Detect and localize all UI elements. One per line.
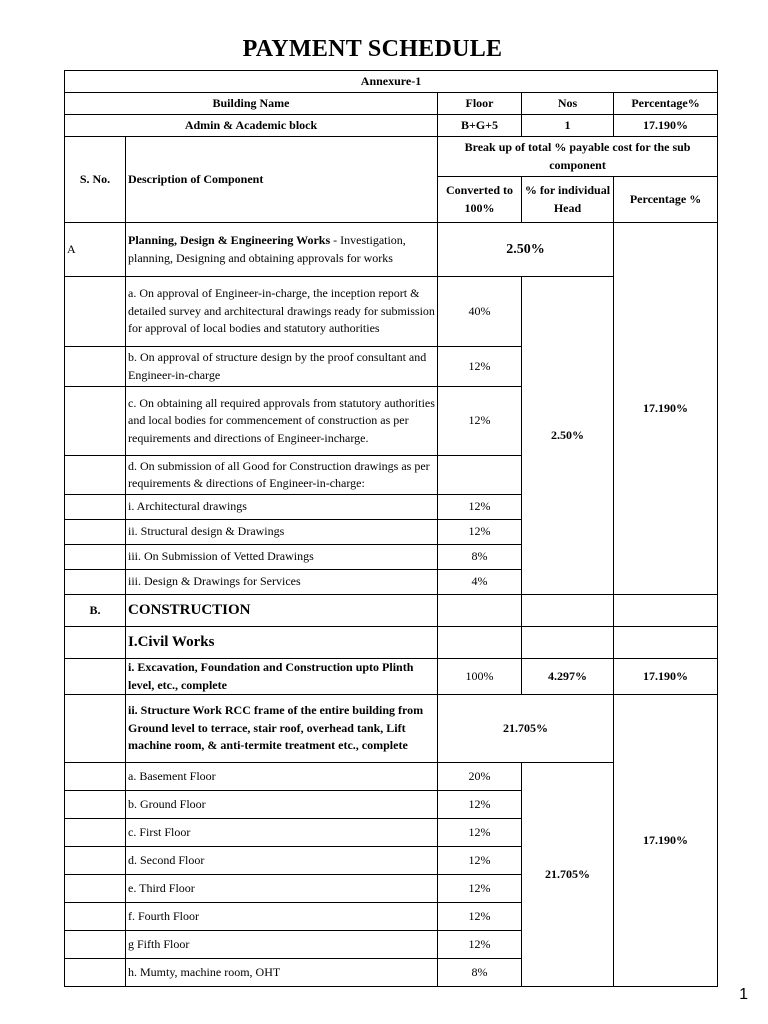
floor-desc: d. Second Floor bbox=[126, 847, 438, 875]
empty-cell bbox=[522, 595, 614, 627]
section-b-title: CONSTRUCTION bbox=[126, 595, 438, 627]
item-converted: 12% bbox=[438, 347, 522, 387]
floor-desc: g Fifth Floor bbox=[126, 931, 438, 959]
page-title: PAYMENT SCHEDULE bbox=[242, 36, 503, 62]
empty-cell bbox=[438, 595, 522, 627]
empty-cell bbox=[522, 627, 614, 659]
excavation-individual: 4.297% bbox=[522, 659, 614, 695]
page-number: 1 bbox=[739, 986, 748, 1003]
section-a-percentage: 17.190% bbox=[614, 223, 718, 595]
structure-individual: 21.705% bbox=[522, 763, 614, 987]
item-desc: b. On approval of structure design by the proof consultant and Engineer-in-charge bbox=[126, 347, 438, 387]
sno-cell bbox=[65, 387, 126, 456]
sno-cell bbox=[65, 763, 126, 791]
building-floor: B+G+5 bbox=[438, 115, 522, 137]
sno-header: S. No. bbox=[65, 137, 126, 223]
floor-converted: 12% bbox=[438, 791, 522, 819]
excavation-percentage: 17.190% bbox=[614, 659, 718, 695]
sno-cell bbox=[65, 903, 126, 931]
floor-desc: e. Third Floor bbox=[126, 875, 438, 903]
item-desc: i. Architectural drawings bbox=[126, 495, 438, 520]
item-converted bbox=[438, 456, 522, 495]
nos-header: Nos bbox=[522, 93, 614, 115]
floor-header: Floor bbox=[438, 93, 522, 115]
item-converted: 12% bbox=[438, 520, 522, 545]
percentage-col-header: Percentage % bbox=[614, 177, 718, 223]
converted-header: Converted to 100% bbox=[438, 177, 522, 223]
sno-cell bbox=[65, 791, 126, 819]
section-b-row bbox=[65, 595, 718, 627]
sno-cell bbox=[65, 456, 126, 495]
sno-cell bbox=[65, 277, 126, 347]
floor-converted: 12% bbox=[438, 931, 522, 959]
sno-cell bbox=[65, 819, 126, 847]
empty-cell bbox=[65, 659, 126, 695]
building-header-row bbox=[65, 93, 718, 115]
section-a-title-rest: - Investigation, planning, Designing and obtaining approvals for works bbox=[128, 233, 406, 265]
civil-works-title: I.Civil Works bbox=[126, 627, 438, 659]
section-a-sno: A bbox=[65, 223, 126, 277]
building-name: Admin & Academic block bbox=[65, 115, 438, 137]
sno-cell bbox=[65, 545, 126, 570]
sno-cell bbox=[65, 495, 126, 520]
building-value-row bbox=[65, 115, 718, 137]
section-a-individual: 2.50% bbox=[522, 277, 614, 595]
item-desc: iii. Design & Drawings for Services bbox=[126, 570, 438, 595]
item-desc: a. On approval of Engineer-in-charge, the inception report & detailed survey and architectural drawings ready for submission for approval of local bodies and statutory authorities bbox=[126, 277, 438, 347]
empty-cell bbox=[65, 695, 126, 763]
sno-cell bbox=[65, 520, 126, 545]
section-a-title bbox=[126, 223, 438, 277]
floor-converted: 12% bbox=[438, 847, 522, 875]
floor-desc: h. Mumty, machine room, OHT bbox=[126, 959, 438, 987]
sno-cell bbox=[65, 959, 126, 987]
sno-cell bbox=[65, 875, 126, 903]
excavation-converted: 100% bbox=[438, 659, 522, 695]
floor-desc: c. First Floor bbox=[126, 819, 438, 847]
sno-cell bbox=[65, 847, 126, 875]
individual-header: % for individual Head bbox=[522, 177, 614, 223]
excavation-desc: i. Excavation, Foundation and Construction upto Plinth level, etc., complete bbox=[126, 659, 438, 695]
empty-cell bbox=[65, 627, 126, 659]
percentage-header: Percentage% bbox=[614, 93, 718, 115]
item-desc: ii. Structural design & Drawings bbox=[126, 520, 438, 545]
structure-desc: ii. Structure Work RCC frame of the entire building from Ground level to terrace, stair roof, overhead tank, Lift machine room, & anti-termite treatment etc., complete bbox=[126, 695, 438, 763]
section-b-sno: B. bbox=[65, 595, 126, 627]
item-converted: 4% bbox=[438, 570, 522, 595]
item-converted: 12% bbox=[438, 495, 522, 520]
sno-cell bbox=[65, 570, 126, 595]
structure-head-value: 21.705% bbox=[438, 695, 614, 763]
payment-schedule-table bbox=[64, 70, 718, 987]
empty-cell bbox=[438, 627, 522, 659]
building-percentage: 17.190% bbox=[614, 115, 718, 137]
building-name-header: Building Name bbox=[65, 93, 438, 115]
item-desc: iii. On Submission of Vetted Drawings bbox=[126, 545, 438, 570]
item-desc: d. On submission of all Good for Construction drawings as per requirements & directions of Engineer-in-charge: bbox=[126, 456, 438, 495]
floor-converted: 12% bbox=[438, 819, 522, 847]
annexure-row bbox=[65, 71, 718, 93]
section-a-row bbox=[65, 223, 718, 277]
empty-cell bbox=[614, 627, 718, 659]
sno-cell bbox=[65, 347, 126, 387]
floor-converted: 20% bbox=[438, 763, 522, 791]
item-converted: 40% bbox=[438, 277, 522, 347]
annexure-label: Annexure-1 bbox=[65, 71, 718, 93]
description-header: Description of Component bbox=[126, 137, 438, 223]
floor-converted: 8% bbox=[438, 959, 522, 987]
section-a-head-value: 2.50% bbox=[438, 223, 614, 277]
sno-cell bbox=[65, 931, 126, 959]
floor-converted: 12% bbox=[438, 903, 522, 931]
floor-desc: a. Basement Floor bbox=[126, 763, 438, 791]
floor-desc: b. Ground Floor bbox=[126, 791, 438, 819]
structure-percentage: 17.190% bbox=[614, 695, 718, 987]
section-a-title-bold: Planning, Design & Engineering Works bbox=[128, 233, 331, 247]
breakup-header: Break up of total % payable cost for the sub component bbox=[438, 137, 718, 177]
empty-cell bbox=[614, 595, 718, 627]
item-desc: c. On obtaining all required approvals from statutory authorities and local bodies for commencement of construction as per requirements and directions of Engineer-incharge. bbox=[126, 387, 438, 456]
building-nos: 1 bbox=[522, 115, 614, 137]
floor-converted: 12% bbox=[438, 875, 522, 903]
excavation-row bbox=[65, 659, 718, 695]
item-converted: 12% bbox=[438, 387, 522, 456]
column-header-row bbox=[65, 137, 718, 177]
floor-desc: f. Fourth Floor bbox=[126, 903, 438, 931]
structure-row bbox=[65, 695, 718, 763]
civil-works-row bbox=[65, 627, 718, 659]
item-converted: 8% bbox=[438, 545, 522, 570]
